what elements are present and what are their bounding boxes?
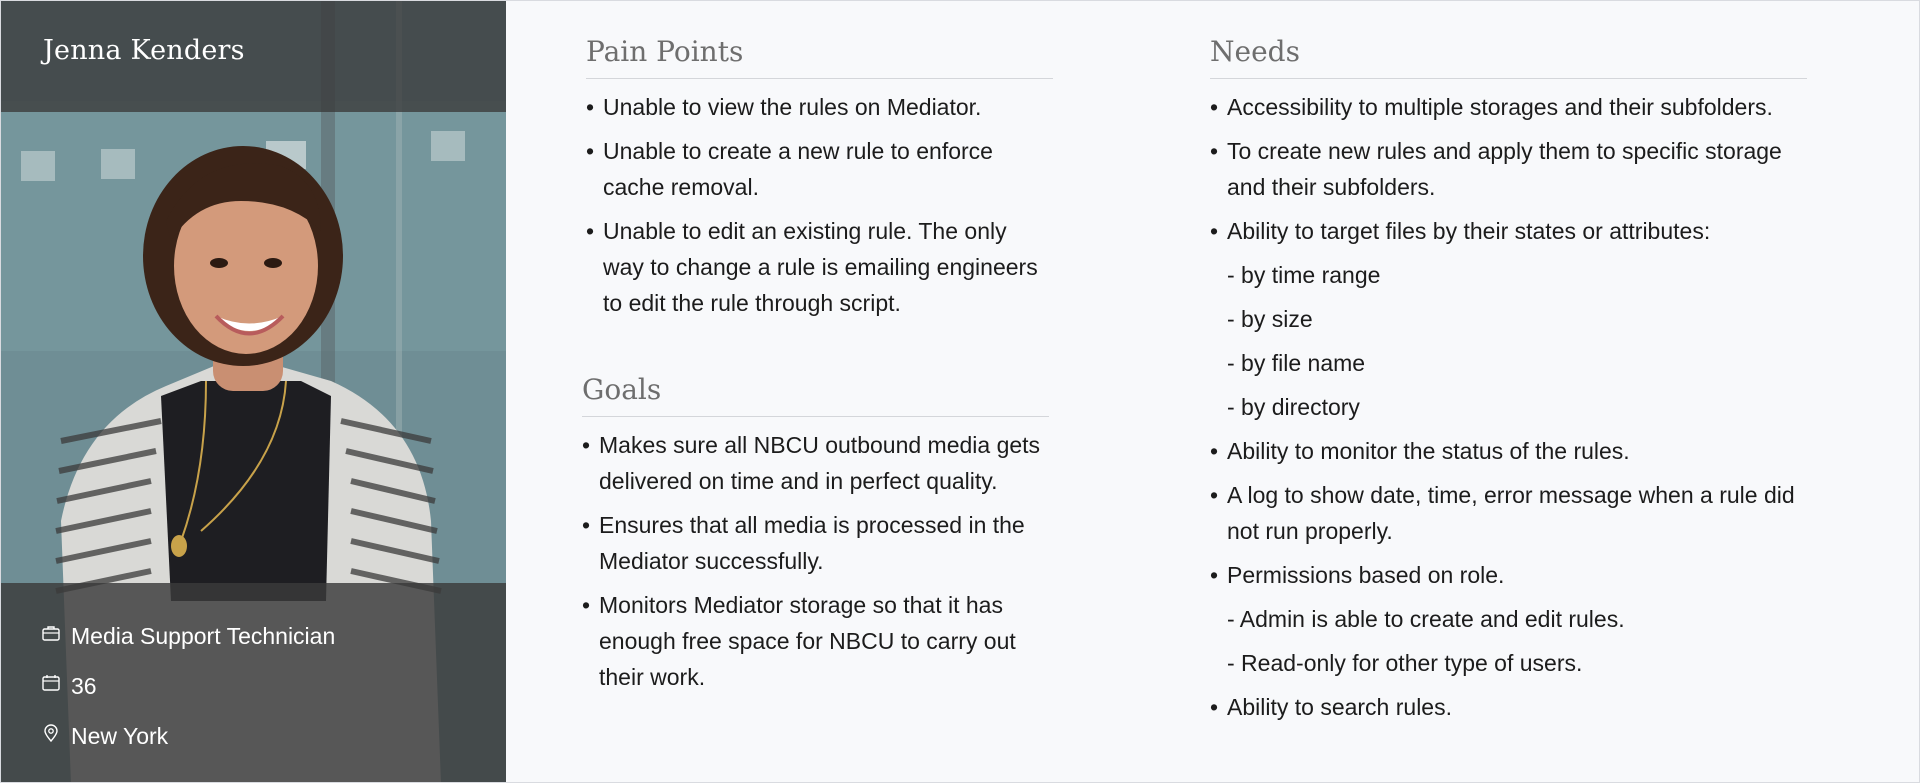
goal-item: • Monitors Mediator storage so that it has enough free space for NBCU to carry out their work. — [582, 587, 1049, 695]
need-sub-item: - Read-only for other type of users. — [1227, 650, 1583, 676]
persona-location: New York — [71, 723, 169, 749]
need-sub-item: - Admin is able to create and edit rules. — [1227, 606, 1625, 632]
need-item: • To create new rules and apply them to specific storage and their subfolders. — [1210, 133, 1807, 205]
persona-name: Jenna Kenders — [43, 35, 245, 66]
pain-point-item: • Unable to edit an existing rule. The only way to change a rule is emailing engineers to edit the rule through script. — [586, 213, 1053, 321]
persona-photo — [1, 1, 506, 783]
persona-age: 36 — [71, 673, 97, 699]
persona-location-row — [41, 723, 168, 750]
location-pin-icon — [41, 727, 61, 747]
need-sub-item: - by time range — [1227, 262, 1381, 288]
briefcase-icon — [41, 627, 61, 647]
need-item: • Ability to target files by their states or attributes: — [1210, 213, 1807, 249]
pain-points-section — [586, 35, 1053, 329]
pain-point-item: • Unable to create a new rule to enforce cache removal. — [586, 133, 1053, 205]
calendar-icon — [41, 677, 61, 697]
need-item: • Ability to search rules. — [1210, 689, 1807, 725]
need-sub-item: - by directory — [1227, 394, 1360, 420]
need-item: • Permissions based on role. — [1210, 557, 1807, 593]
need-item: • Accessibility to multiple storages and their subfolders. — [1210, 89, 1807, 125]
pain-points-title: Pain Points — [586, 35, 1053, 79]
needs-title: Needs — [1210, 35, 1807, 79]
need-sub-item: - by size — [1227, 306, 1313, 332]
need-item: • A log to show date, time, error message when a rule did not run properly. — [1210, 477, 1807, 549]
goals-section — [582, 373, 1049, 703]
persona-info-bar — [1, 583, 506, 783]
goal-item: • Ensures that all media is processed in the Mediator successfully. — [582, 507, 1049, 579]
goals-title: Goals — [582, 373, 1049, 417]
persona-age-row — [41, 673, 97, 700]
pain-points-list — [586, 89, 1053, 321]
name-bar — [1, 1, 506, 112]
persona-role: Media Support Technician — [71, 623, 336, 649]
goal-item: • Makes sure all NBCU outbound media gets delivered on time and in perfect quality. — [582, 427, 1049, 499]
goals-list — [582, 427, 1049, 695]
needs-section — [1210, 35, 1807, 733]
need-item: • Ability to monitor the status of the rules. — [1210, 433, 1807, 469]
needs-list — [1210, 89, 1807, 725]
need-sub-item: - by file name — [1227, 350, 1366, 376]
pain-point-item: • Unable to view the rules on Mediator. — [586, 89, 1053, 125]
persona-role-row — [41, 623, 335, 650]
